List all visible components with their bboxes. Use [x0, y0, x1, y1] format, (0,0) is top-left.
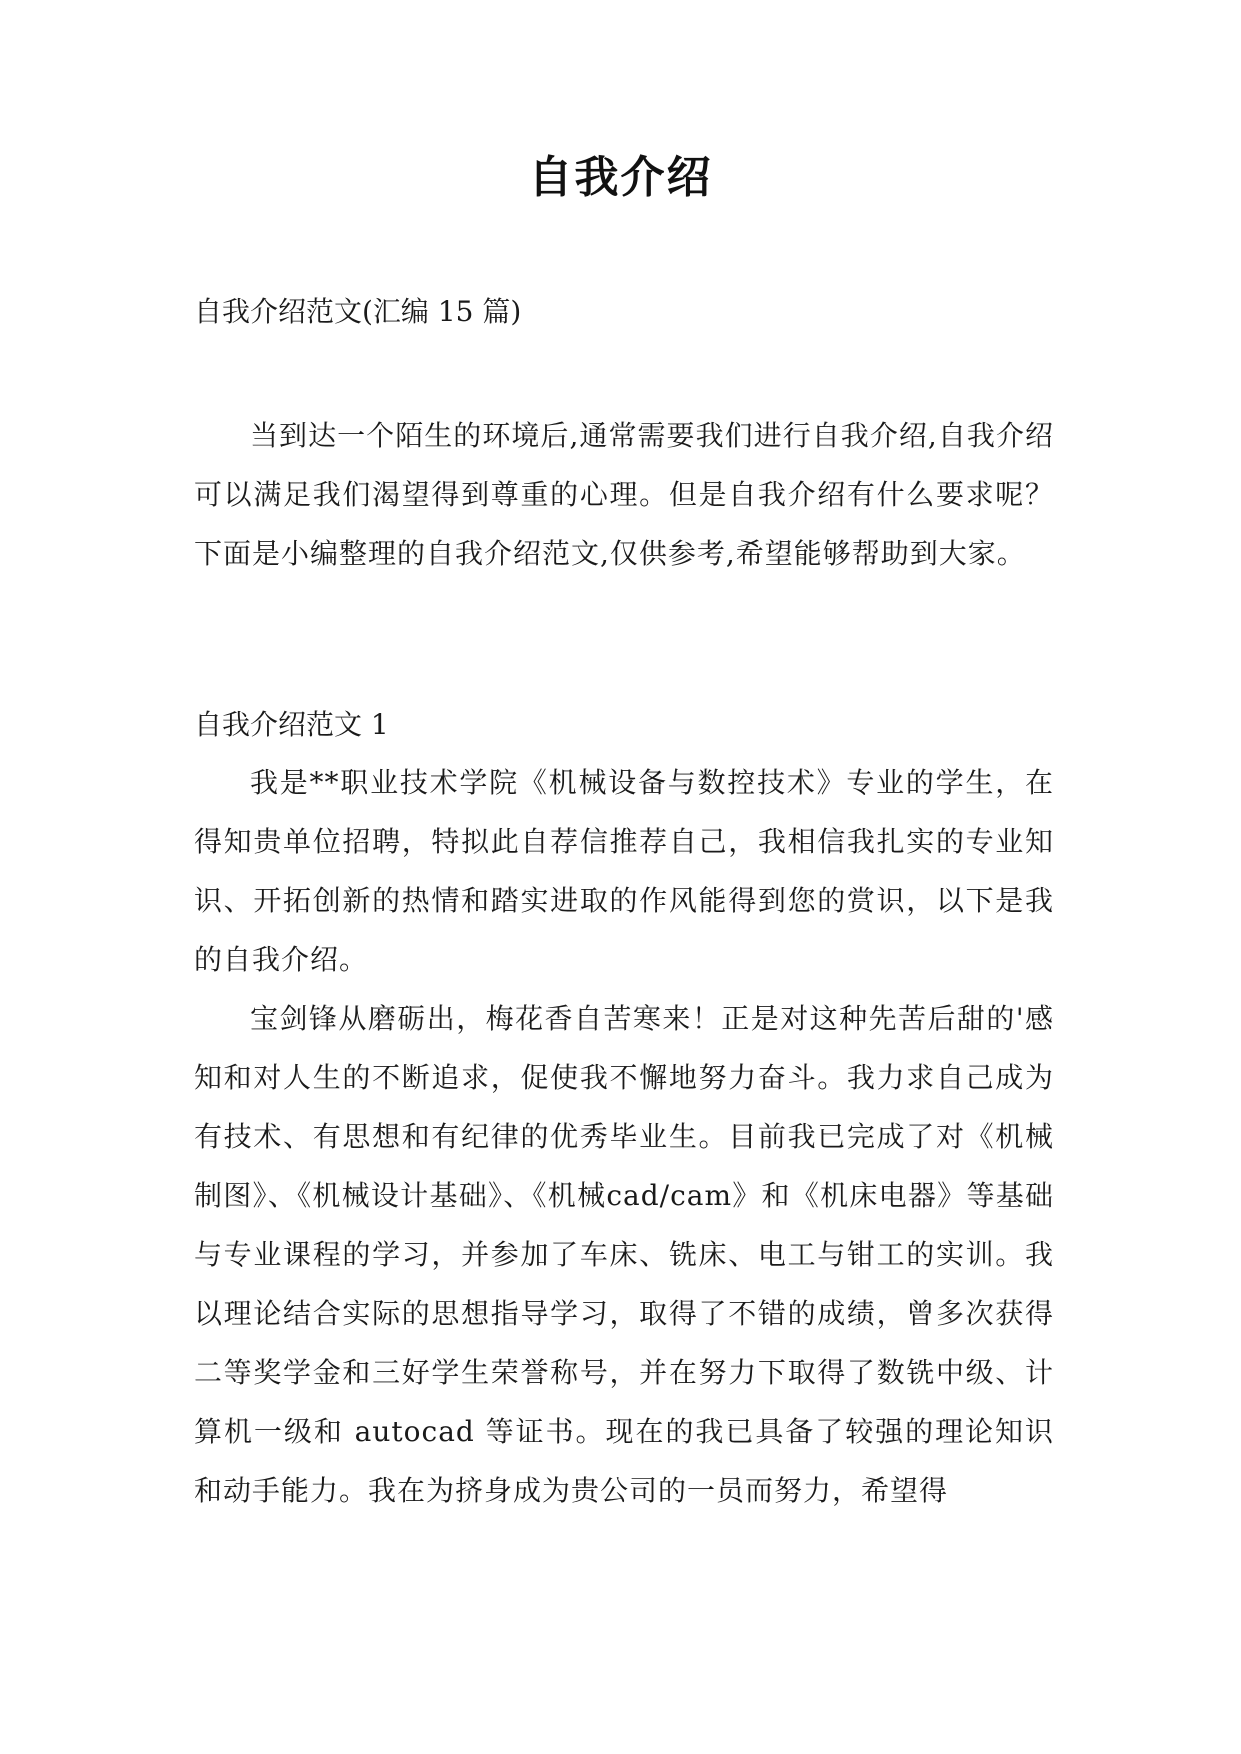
- section-heading: 自我介绍范文 1: [194, 708, 389, 741]
- document-subtitle: 自我介绍范文(汇编 15 篇): [194, 295, 522, 328]
- body-paragraph: 我是**职业技术学院《机械设备与数控技术》专业的学生，在得知贵单位招聘，特拟此自荐信推荐自己，我相信我扎实的专业知识、开拓创新的热情和踏实进取的作风能得到您的赏识，以下是我的自我介绍。: [194, 766, 1054, 976]
- document-title: 自我介绍: [528, 152, 713, 203]
- intro-paragraph: 当到达一个陌生的环境后,通常需要我们进行自我介绍,自我介绍可以满足我们渴望得到尊重的心理。但是自我介绍有什么要求呢？下面是小编整理的自我介绍范文,仅供参考,希望能够帮助到大家。: [194, 419, 1054, 570]
- body-paragraph: 宝剑锋从磨砺出，梅花香自苦寒来！正是对这种先苦后甜的'感知和对人生的不断追求，促使我不懈地努力奋斗。我力求自己成为有技术、有思想和有纪律的优秀毕业生。目前我已完成了对《机械制图》、《机械设计基础》、《机械cad/cam》和《机床电器》等基础与专业课程的学习，并参加了车床、铣床、电工与钳工的实训。我以理论结合实际的思想指导学习，取得了不错的成绩，曾多次获得二等奖学金和三好学生荣誉称号，并在努力下取得了数铣中级、计算机一级和 autocad 等证书。现在的我已具备了较强的理论知识和动手能力。我在为挤身成为贵公司的一员而努力，希望得: [194, 1002, 1054, 1507]
